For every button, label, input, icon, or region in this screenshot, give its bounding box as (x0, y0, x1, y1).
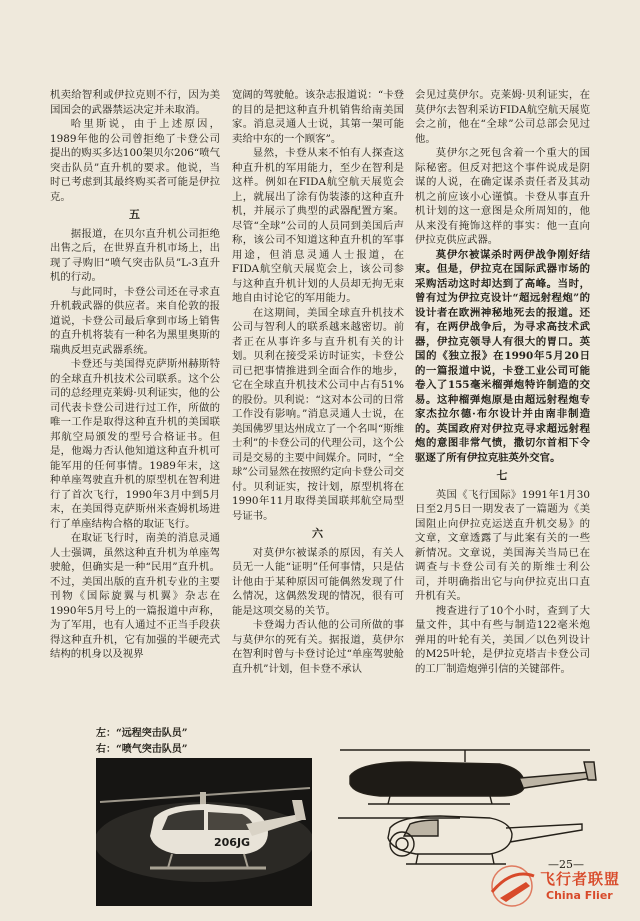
paragraph: 卡登还与美国得克萨斯州赫斯特的全球直升机技术公司联系。这个公司的总经理克莱姆·贝利证实，他的公司代表卡登公司进行过工作，所做的唯一工作是取得这种直升机的美国联邦航空局颁发的型号合格证书。但是，他竭力否认他知道这种直升机可能军用的任何事情。1989年末，这种单座驾驶直升机的原型机在智利进行了首次飞行，1990年3月中到5月末，在美国得克萨斯州米查姆机场进行了单座结构合格的取证飞行。 (50, 358, 220, 530)
paragraph: 英国《飞行国际》1991年1月30日至2月5日一期发表了一篇题为《美国阻止向伊拉克运送直升机交易》的文章，文章透露了与此案有关的一些新情况。文章说，美国海关当局已在调查与卡登公司有关的斯维士利公司，并明确指出它与向伊拉克出口直升机有关。 (415, 488, 590, 602)
section-heading-7: 七 (496, 469, 509, 482)
paragraph: 机卖给智利或伊拉克则不行，因为美国国会的武器禁运决定并未取消。 (50, 89, 220, 116)
watermark (486, 862, 636, 912)
paragraph: 对莫伊尔被谋杀的原因，有关人员无一人能“证明”任何事情，只是估计他由于某种原因可能偶然发现了什么情况，这偶然发现的情况，很有可能是这项交易的关节。 (232, 546, 404, 617)
caption-left: 左：“远程突击队员” (96, 728, 188, 739)
page-number: —25— (548, 858, 584, 871)
caption-right: 右：“喷气突击队员” (96, 744, 188, 755)
paragraph: 在这期间，美国全球直升机技术公司与智利人的联系越来越密切。前者正在从事许多与直升机有关的计划。贝利在接受采访时证实，卡登公司已把事情推进到全面合作的地步，它在全球直升机技术公司中占有51%的股份。贝利说：“这对本公司的日常工作没有影响。”消息灵通人士说，在美国佛罗里达州成立了一个名叫“斯维士利”的卡登公司的代理公司，这个公司是交易的主要中间媒介。同时，“全球”公司显然在按照约定向卡登公司交付。贝利证实，按计划，原型机将在1990年11月取得美国联邦航空局型号证书。 (232, 306, 404, 522)
text-column-left (50, 88, 220, 662)
text-column-right (415, 88, 590, 676)
paragraph: 卡登竭力否认他的公司所做的事与莫伊尔的死有关。据报道，莫伊尔在智利时曾与卡登讨论过“单座驾驶舱直升机”计划，但卡登不承认 (232, 619, 404, 675)
paragraph: 宽阔的驾驶舱。该杂志报道说：“卡登的目的是把这种直升机销售给南美国家。消息灵通人士说，其第一架可能卖给中东的一个顾客”。 (232, 89, 404, 145)
paragraph: 搜查进行了10个小时，查到了大量文件，其中有些与制造122毫米炮弹用的叶轮有关，美国／以色列设计的M25叶轮，是伊拉克塔吉卡登公司的工厂制造炮弹引信的关键部件。 (415, 604, 590, 675)
helicopter-photo-icon (96, 758, 312, 906)
tail-number: 206JG (214, 836, 251, 849)
paragraph: 与此同时，卡登公司还在寻求直升机载武器的供应者。来自伦敦的报道说，卡登公司最后拿到市场上销售的直升机将装有一种名为黑里奥斯的瑞典反坦克武器系统。 (50, 285, 220, 356)
paragraph: 莫伊尔之死包含着一个重大的国际秘密。但反对把这个事件说成是阴谋的人说，在确定谋杀责任者及其动机之前应该小心谨慎。卡登从事直升机计划的这一意图是众所周知的，他从来没有掩饰这样的事实：他一直向伊拉克供应武器。 (415, 147, 590, 246)
text-column-middle (232, 88, 404, 676)
paragraph: 会见过莫伊尔。克莱姆·贝利证实，在莫伊尔去智利采访FIDA航空航天展览会之前，他在“全球”公司总部会见过他。 (415, 89, 590, 145)
section-heading-5: 五 (129, 208, 141, 221)
paragraph: 显然，卡登从来不怕有人探查这种直升机的军用能力，至少在智利是这样。例如在FIDA航空航天展览会上，就展出了涂有伪装漆的这种直升机，并展示了典型的武器配置方案。尽管“全球”公司的人员同到美国后声称，该公司不知道这种直升机的军事用途，但消息灵通人士报道，在FIDA航空航天展览会上，该公司参与这种直升机计划的人员却无拘无束地自由讨论它的军用能力。 (232, 147, 404, 304)
paragraph: 据报道，在贝尔直升机公司拒绝出售之后，在世界直升机市场上，出现了寻购旧“喷气突击队员”L-3直升机的行动。 (50, 227, 220, 283)
paragraph: 哈里斯说，由于上述原因，1989年他的公司曾拒绝了卡登公司提出的购买多达100架贝尔206“喷气突击队员”直升机的要求。他说，当时已考虑到其最终购买者可能是伊拉克。 (50, 118, 220, 203)
plane-logo-icon (486, 862, 538, 910)
paragraph: 在取证飞行时，南美的消息灵通人士强调，虽然这种直升机为单座驾驶舱，但确实是一种“民用”直升机。不过，美国出版的直升机专业的主要刊物《国际旋翼与机翼》杂志在1990年5月号上的一篇报道中声称，为了军用，也有人通过不正当手段获得这种直升机，它有加强的半硬壳式结构的机身以及视界 (50, 532, 220, 660)
watermark-cn: 飞行者联盟 (540, 870, 621, 888)
paragraph: 莫伊尔被谋杀时两伊战争刚好结束。但是，伊拉克在国际武器市场的采购活动这时却达到了高峰。当时，曾有过为伊拉克设计“超远射程炮”的设计者在欧洲神秘地死去的报道。还有，在两伊战争后，为寻求高技术武器，伊拉克领导人有很大的胃口。英国的《独立报》在1990年5月20日的一篇报道中说，卡登工业公司可能卷入了155毫米榴弹炮特许制造的交易。这种榴弹炮原是由超远射程炮专家杰拉尔德·布尔设计并由南非制造的。英国政府对伊拉克寻求超远射程炮的意图非常气愤，撒切尔首相下令驱逐了所有伊拉克驻英外交官。 (415, 248, 590, 464)
watermark-en: China Flier (546, 889, 613, 902)
helicopter-photo (96, 758, 312, 906)
section-heading-6: 六 (312, 527, 324, 540)
